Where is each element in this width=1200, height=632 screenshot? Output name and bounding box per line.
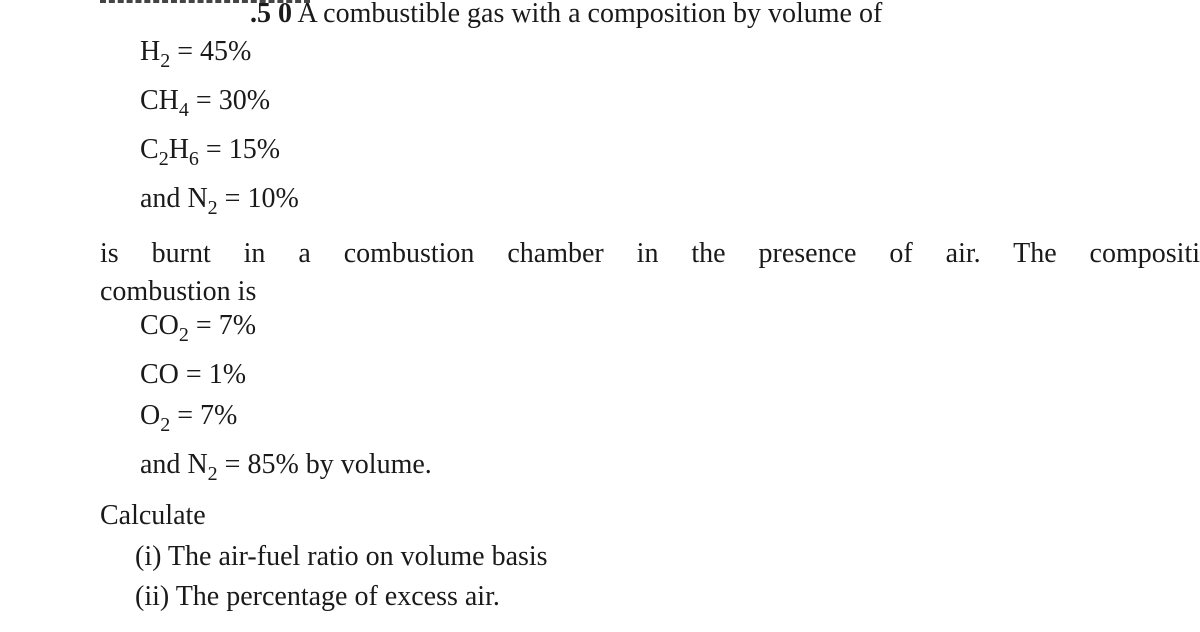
paragraph-line-2: combustion is (100, 276, 257, 307)
calculate-item-1: (i) The air-fuel ratio on volume basis (135, 541, 548, 572)
combustion-paragraph (100, 235, 1200, 311)
paragraph-line-1: is burnt in a combustion chamber in the presence of air. The compositi (100, 238, 1200, 269)
calculate-item-2: (ii) The percentage of excess air. (135, 581, 500, 612)
product-item-n2: and $N_2 = 85\%$ by volume. (140, 449, 432, 485)
fuel-item-ch4: $CH_4 = 30\%$ (140, 85, 271, 121)
calculate-heading: Calculate (100, 500, 206, 531)
question-intro: A combustible gas with a composition by volume of (297, 0, 883, 29)
product-item-o2: $O_2 = 7\%$ (140, 400, 238, 436)
product-item-co: CO = 1% (140, 359, 247, 390)
question-intro-line (250, 0, 882, 28)
product-item-co2: $CO_2 = 7\%$ (140, 310, 257, 346)
fuel-item-c2h6: $C_2H_6 = 15\%$ (140, 134, 281, 170)
fuel-item-n2: and $N_2 = 10\%$ (140, 183, 299, 219)
fuel-item-h2: $H_2 = 45\%$ (140, 36, 252, 72)
question-number: .5 0 (250, 0, 292, 29)
